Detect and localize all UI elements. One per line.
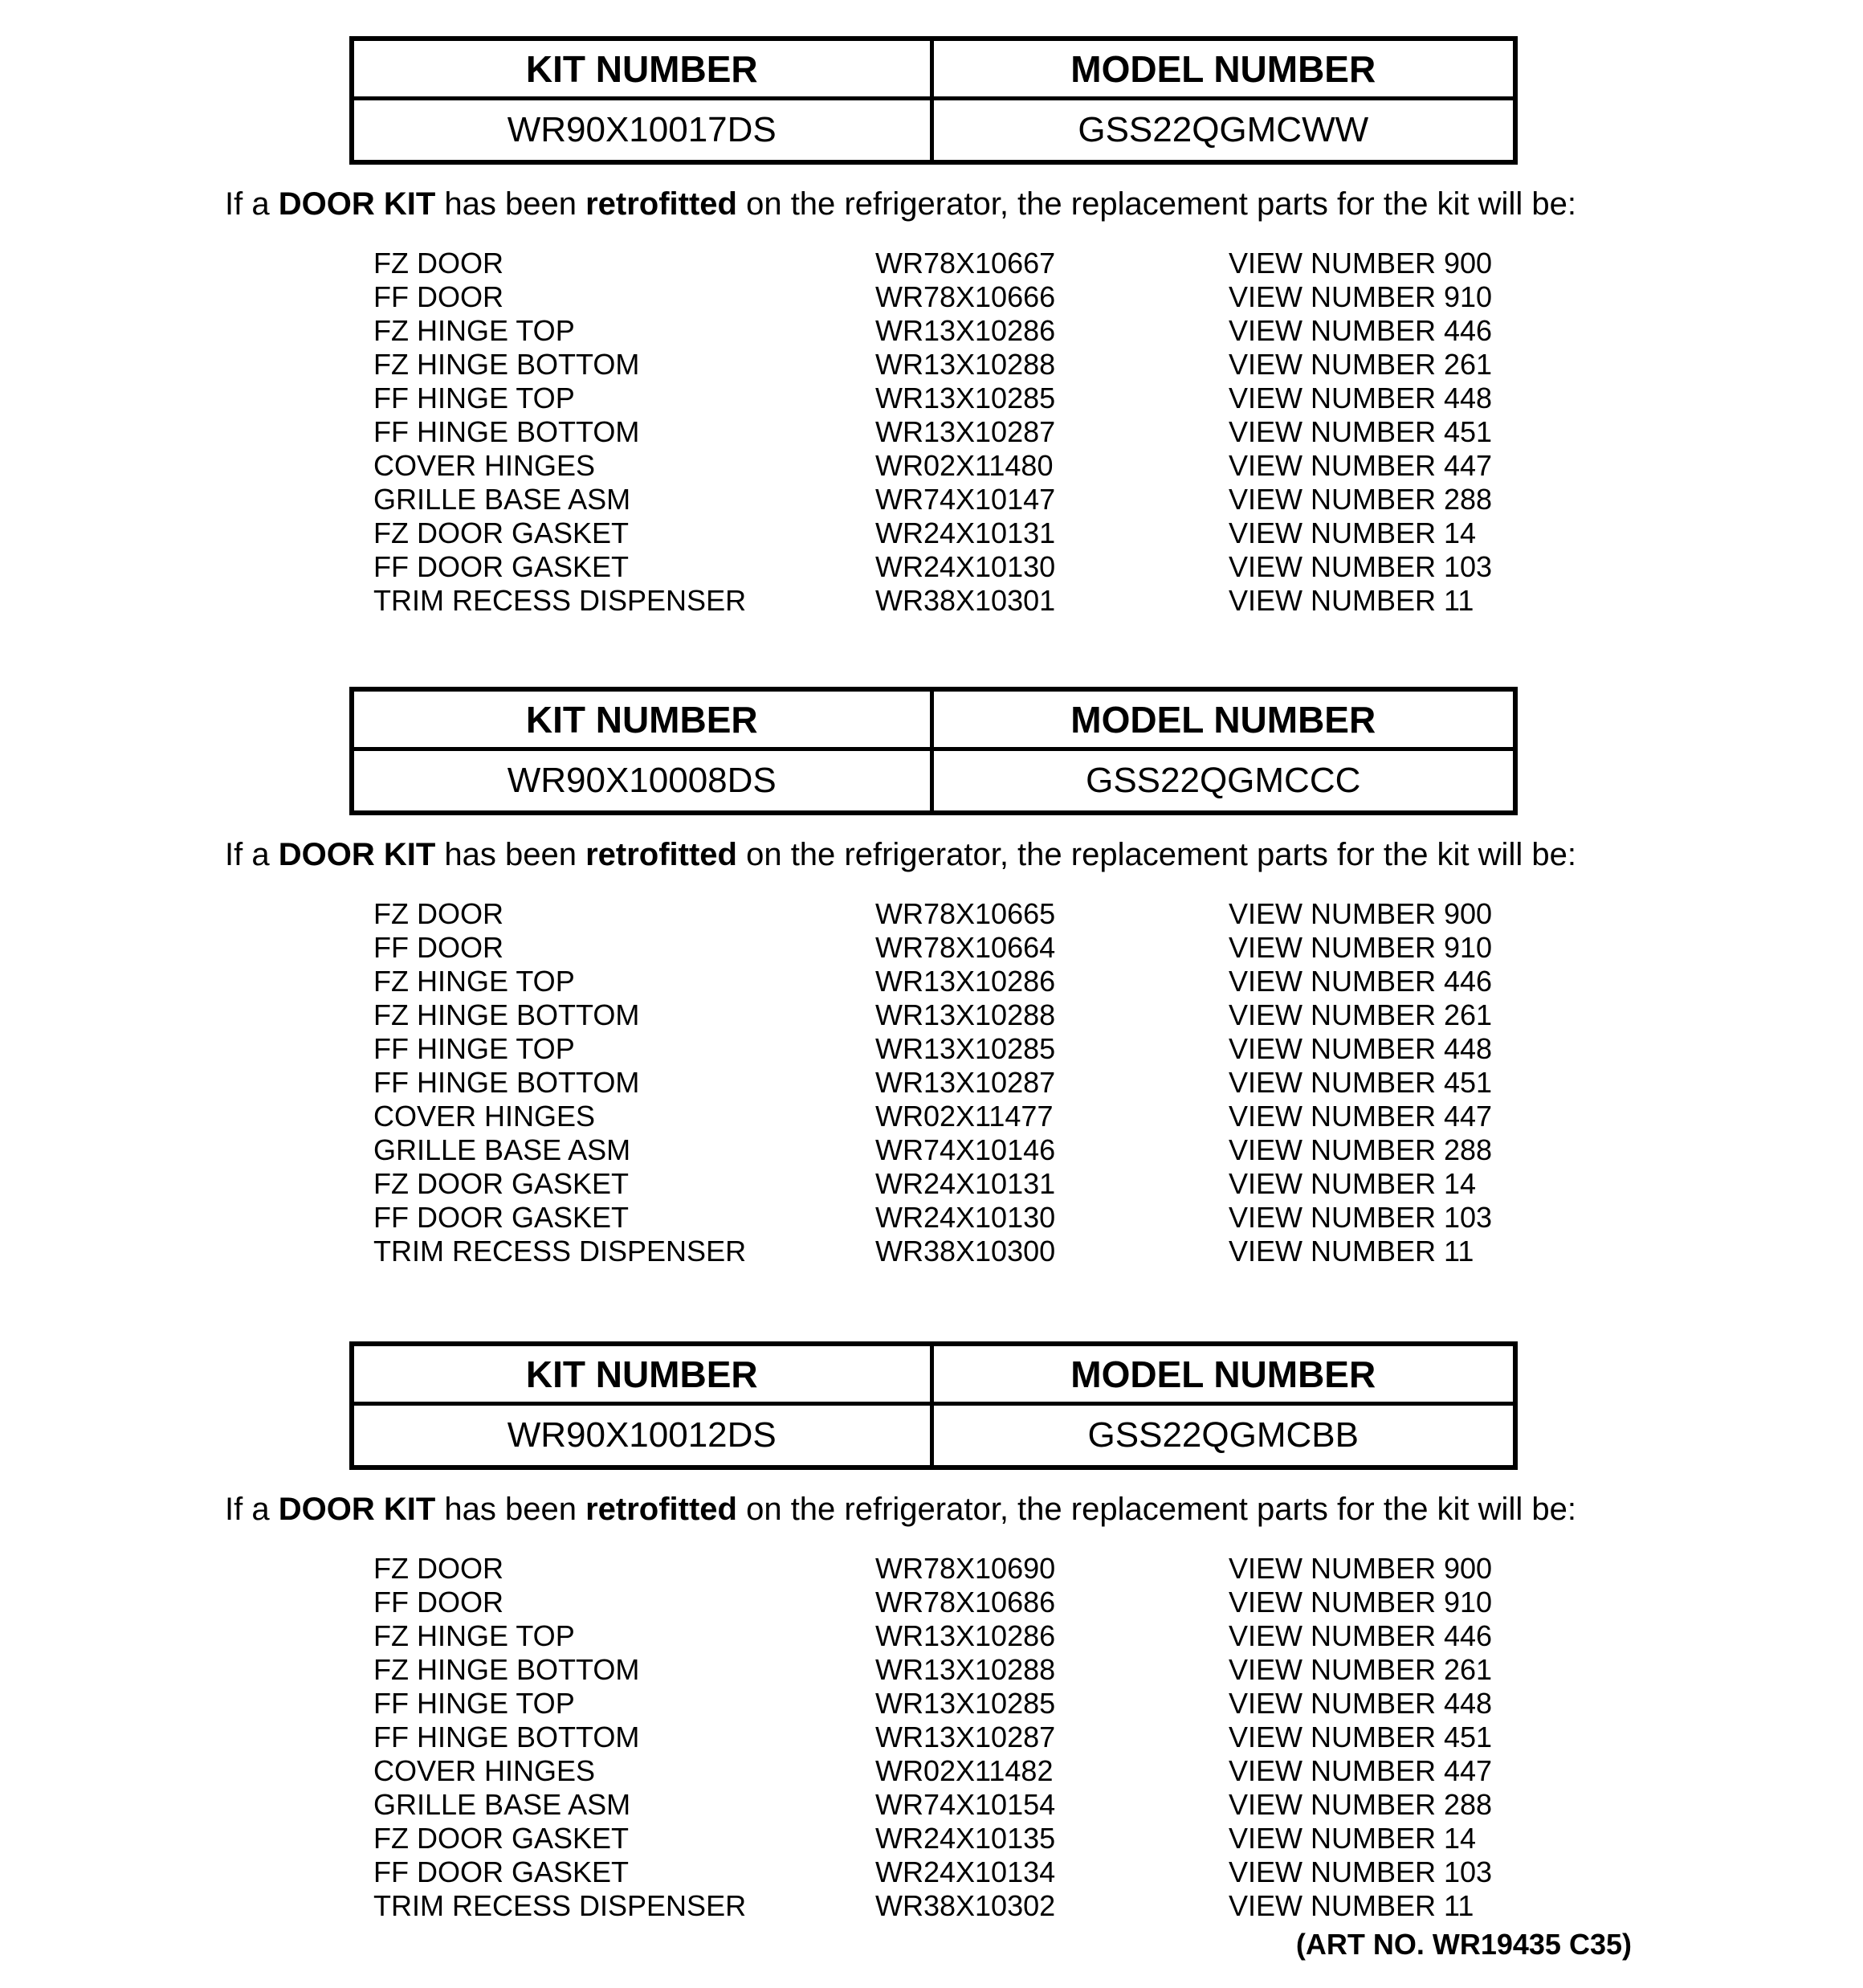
part-row: [373, 1586, 1863, 1619]
view-number: VIEW NUMBER 451: [1229, 1066, 1493, 1099]
model-number-header: MODEL NUMBER: [934, 1346, 1514, 1406]
view-number: VIEW NUMBER 448: [1229, 1032, 1493, 1065]
view-number: VIEW NUMBER 11: [1229, 584, 1474, 617]
part-name: COVER HINGES: [373, 1754, 596, 1787]
part-row: [373, 516, 1863, 550]
kit-number-value: WR90X10008DS: [354, 751, 934, 810]
part-number: WR78X10667: [875, 247, 1056, 280]
art-number-footer: (ART NO. WR19435 C35): [1295, 1928, 1632, 1961]
view-number: VIEW NUMBER 14: [1229, 1167, 1477, 1200]
part-row: [373, 584, 1863, 618]
part-number: WR02X11482: [875, 1754, 1054, 1787]
part-name: FZ DOOR: [373, 1552, 503, 1585]
retrofit-sentence: [225, 1491, 1863, 1528]
view-number: VIEW NUMBER 103: [1229, 550, 1493, 583]
model-number-value: GSS22QGMCBB: [1087, 1415, 1359, 1455]
part-row: [373, 280, 1863, 314]
view-number: VIEW NUMBER 14: [1229, 516, 1477, 549]
view-number: VIEW NUMBER 11: [1229, 1889, 1474, 1922]
part-number: WR24X10130: [875, 550, 1056, 583]
part-row: [373, 897, 1863, 931]
part-name: FZ HINGE TOP: [373, 965, 575, 998]
part-row: [373, 1687, 1863, 1721]
intro-text: If a: [225, 837, 279, 872]
part-row: [373, 1653, 1863, 1687]
view-number: VIEW NUMBER 448: [1229, 382, 1493, 414]
part-name: FF DOOR GASKET: [373, 550, 630, 583]
part-row: [373, 1822, 1863, 1855]
view-number: VIEW NUMBER 14: [1229, 1822, 1477, 1855]
part-number: WR13X10287: [875, 1066, 1056, 1099]
view-number: VIEW NUMBER 900: [1229, 247, 1493, 280]
part-number: WR13X10285: [875, 382, 1056, 414]
part-number: WR24X10135: [875, 1822, 1056, 1855]
part-number: WR13X10286: [875, 314, 1056, 347]
kit-model-table-1: [349, 36, 1518, 165]
part-number: WR13X10285: [875, 1687, 1056, 1720]
part-row: [373, 1855, 1863, 1889]
part-name: FF DOOR GASKET: [373, 1855, 630, 1888]
part-row: [373, 1754, 1863, 1788]
part-number: WR13X10288: [875, 998, 1056, 1031]
part-row: [373, 483, 1863, 516]
part-number: WR13X10285: [875, 1032, 1056, 1065]
view-number: VIEW NUMBER 900: [1229, 897, 1493, 930]
kit-section-3: [0, 1341, 1863, 1923]
part-number: WR13X10287: [875, 415, 1056, 448]
part-number: WR74X10154: [875, 1788, 1056, 1821]
part-row: [373, 965, 1863, 998]
part-number: WR13X10286: [875, 1619, 1056, 1652]
part-name: FF HINGE BOTTOM: [373, 1721, 640, 1753]
part-name: FF HINGE TOP: [373, 382, 575, 414]
parts-list-2: [373, 897, 1863, 1268]
kit-section-2: [0, 687, 1863, 1268]
view-number: VIEW NUMBER 446: [1229, 965, 1493, 998]
part-number: WR38X10301: [875, 584, 1056, 617]
intro-text: If a: [225, 186, 279, 222]
part-row: [373, 415, 1863, 449]
part-name: TRIM RECESS DISPENSER: [373, 584, 747, 617]
intro-text: has been: [435, 1492, 586, 1527]
part-number: WR13X10287: [875, 1721, 1056, 1753]
part-name: FZ HINGE TOP: [373, 1619, 575, 1652]
part-number: WR02X11477: [875, 1100, 1054, 1133]
view-number: VIEW NUMBER 451: [1229, 415, 1493, 448]
part-row: [373, 449, 1863, 483]
part-number: WR24X10134: [875, 1855, 1056, 1888]
view-number: VIEW NUMBER 261: [1229, 348, 1493, 381]
kit-model-table-3: [349, 1341, 1518, 1470]
part-name: FZ HINGE BOTTOM: [373, 348, 640, 381]
part-name: FF DOOR GASKET: [373, 1201, 630, 1234]
part-name: FZ HINGE BOTTOM: [373, 998, 640, 1031]
view-number: VIEW NUMBER 288: [1229, 1133, 1493, 1166]
part-row: [373, 931, 1863, 965]
intro-text: on the refrigerator, the replacement parts for the kit will be:: [736, 837, 1576, 872]
door-kit-bold-text: DOOR KIT: [278, 1492, 436, 1527]
part-number: WR13X10288: [875, 348, 1056, 381]
view-number: VIEW NUMBER 447: [1229, 1100, 1493, 1133]
part-number: WR24X10131: [875, 1167, 1056, 1200]
part-number: WR02X11480: [875, 449, 1054, 482]
part-row: [373, 1201, 1863, 1235]
part-name: FF DOOR: [373, 280, 503, 313]
retrofit-sentence: [225, 836, 1863, 873]
part-number: WR78X10664: [875, 931, 1056, 964]
kit-number-header: KIT NUMBER: [354, 41, 934, 100]
part-row: [373, 348, 1863, 382]
retrofitted-bold-text: retrofitted: [585, 186, 737, 222]
part-name: FF DOOR: [373, 931, 503, 964]
part-number: WR24X10130: [875, 1201, 1056, 1234]
part-number: WR78X10665: [875, 897, 1056, 930]
part-name: FZ DOOR GASKET: [373, 516, 630, 549]
view-number: VIEW NUMBER 446: [1229, 314, 1493, 347]
intro-text: If a: [225, 1492, 279, 1527]
part-name: COVER HINGES: [373, 449, 596, 482]
part-row: [373, 382, 1863, 415]
part-name: FZ DOOR: [373, 897, 503, 930]
part-row: [373, 1889, 1863, 1923]
retrofit-sentence: [225, 186, 1863, 222]
part-row: [373, 1235, 1863, 1268]
part-name: GRILLE BASE ASM: [373, 1133, 631, 1166]
part-row: [373, 1721, 1863, 1754]
part-row: [373, 1100, 1863, 1133]
model-number-value: GSS22QGMCWW: [1078, 110, 1369, 149]
view-number: VIEW NUMBER 103: [1229, 1201, 1493, 1234]
part-row: [373, 1066, 1863, 1100]
retrofitted-bold-text: retrofitted: [585, 837, 737, 872]
view-number: VIEW NUMBER 448: [1229, 1687, 1493, 1720]
part-number: WR78X10666: [875, 280, 1056, 313]
door-kit-bold-text: DOOR KIT: [278, 186, 436, 222]
intro-text: on the refrigerator, the replacement parts for the kit will be:: [736, 1492, 1576, 1527]
part-number: WR78X10690: [875, 1552, 1056, 1585]
kit-model-table-2: [349, 687, 1518, 815]
intro-text: on the refrigerator, the replacement parts for the kit will be:: [736, 186, 1576, 222]
part-row: [373, 247, 1863, 280]
view-number: VIEW NUMBER 447: [1229, 449, 1493, 482]
part-row: [373, 1133, 1863, 1167]
part-number: WR74X10146: [875, 1133, 1056, 1166]
part-name: FF HINGE BOTTOM: [373, 1066, 640, 1099]
view-number: VIEW NUMBER 288: [1229, 1788, 1493, 1821]
model-number-header: MODEL NUMBER: [934, 692, 1514, 751]
view-number: VIEW NUMBER 447: [1229, 1754, 1493, 1787]
kit-number-header: KIT NUMBER: [354, 692, 934, 751]
part-number: WR38X10302: [875, 1889, 1056, 1922]
part-name: TRIM RECESS DISPENSER: [373, 1889, 747, 1922]
view-number: VIEW NUMBER 446: [1229, 1619, 1493, 1652]
part-row: [373, 550, 1863, 584]
part-number: WR13X10288: [875, 1653, 1056, 1686]
model-number-header: MODEL NUMBER: [934, 41, 1514, 100]
part-number: WR13X10286: [875, 965, 1056, 998]
part-number: WR38X10300: [875, 1235, 1056, 1268]
part-name: GRILLE BASE ASM: [373, 1788, 631, 1821]
part-name: GRILLE BASE ASM: [373, 483, 631, 516]
part-name: FZ DOOR GASKET: [373, 1167, 630, 1200]
part-name: TRIM RECESS DISPENSER: [373, 1235, 747, 1268]
part-name: COVER HINGES: [373, 1100, 596, 1133]
view-number: VIEW NUMBER 103: [1229, 1855, 1493, 1888]
part-name: FF HINGE TOP: [373, 1032, 575, 1065]
kit-number-value: WR90X10012DS: [354, 1406, 934, 1465]
view-number: VIEW NUMBER 11: [1229, 1235, 1474, 1268]
view-number: VIEW NUMBER 910: [1229, 1586, 1493, 1619]
view-number: VIEW NUMBER 910: [1229, 280, 1493, 313]
view-number: VIEW NUMBER 261: [1229, 998, 1493, 1031]
kit-number-header: KIT NUMBER: [354, 1346, 934, 1406]
view-number: VIEW NUMBER 451: [1229, 1721, 1493, 1753]
model-number-value: GSS22QGMCCC: [1086, 761, 1361, 800]
door-kit-bold-text: DOOR KIT: [278, 837, 436, 872]
kit-section-1: [0, 0, 1863, 618]
view-number: VIEW NUMBER 910: [1229, 931, 1493, 964]
retrofitted-bold-text: retrofitted: [585, 1492, 737, 1527]
part-name: FF DOOR: [373, 1586, 503, 1619]
intro-text: has been: [435, 837, 586, 872]
part-name: FZ HINGE BOTTOM: [373, 1653, 640, 1686]
part-number: WR74X10147: [875, 483, 1056, 516]
view-number: VIEW NUMBER 288: [1229, 483, 1493, 516]
part-row: [373, 1032, 1863, 1066]
part-number: WR24X10131: [875, 516, 1056, 549]
part-name: FF HINGE TOP: [373, 1687, 575, 1720]
intro-text: has been: [435, 186, 586, 222]
part-name: FZ HINGE TOP: [373, 314, 575, 347]
part-row: [373, 1619, 1863, 1653]
part-row: [373, 1167, 1863, 1201]
part-number: WR78X10686: [875, 1586, 1056, 1619]
parts-list-3: [373, 1552, 1863, 1923]
part-row: [373, 1552, 1863, 1586]
view-number: VIEW NUMBER 261: [1229, 1653, 1493, 1686]
part-name: FF HINGE BOTTOM: [373, 415, 640, 448]
parts-list-1: [373, 247, 1863, 618]
part-row: [373, 1788, 1863, 1822]
kit-number-value: WR90X10017DS: [354, 100, 934, 160]
part-name: FZ DOOR GASKET: [373, 1822, 630, 1855]
part-row: [373, 314, 1863, 348]
part-row: [373, 998, 1863, 1032]
view-number: VIEW NUMBER 900: [1229, 1552, 1493, 1585]
part-name: FZ DOOR: [373, 247, 503, 280]
